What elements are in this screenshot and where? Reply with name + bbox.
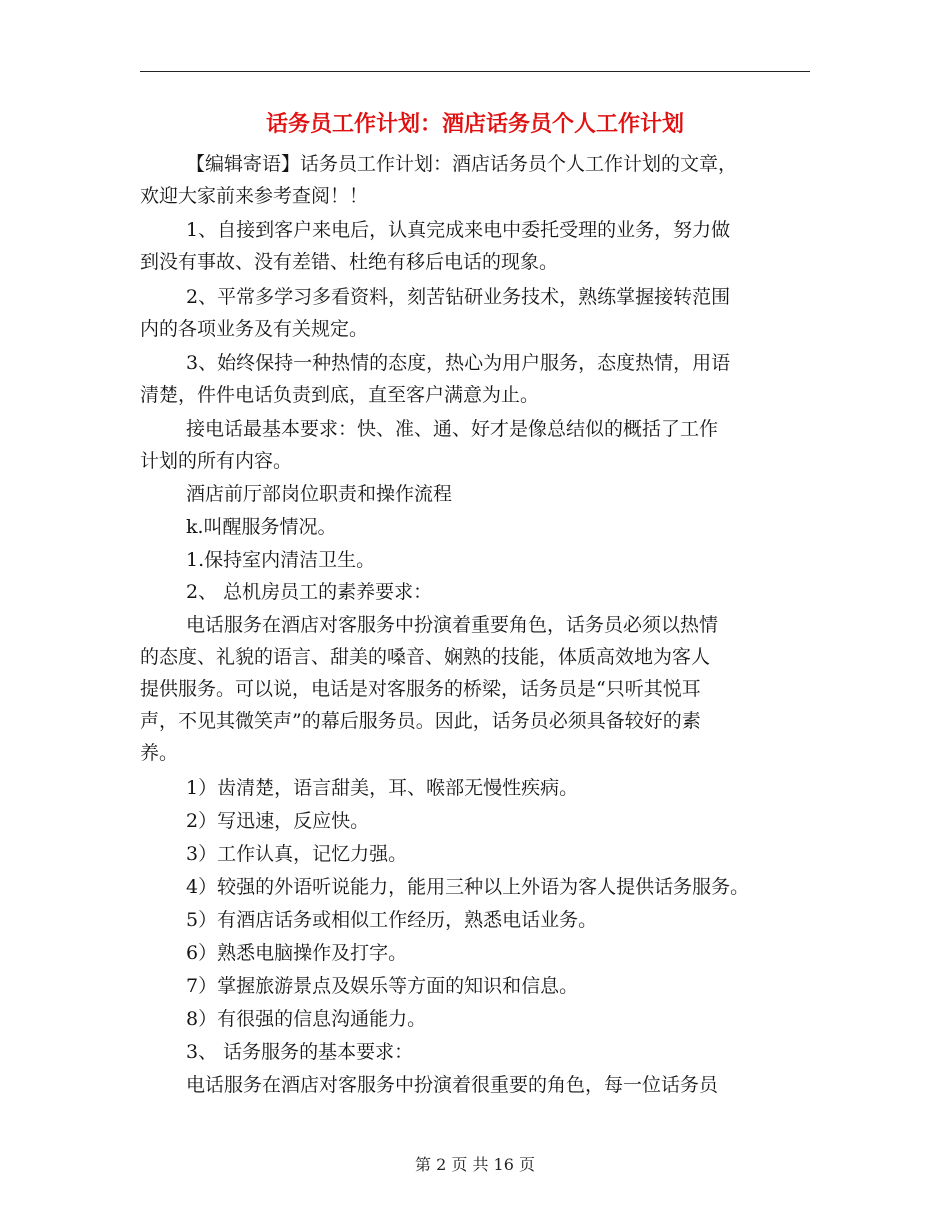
body-line: 6）熟悉电脑操作及打字。 (186, 942, 408, 964)
body-line: 的态度、礼貌的语言、甜美的嗓音、娴熟的技能，体质高效地为客人 (140, 646, 711, 668)
body-line: 清楚，件件电话负责到底，直至客户满意为止。 (140, 384, 540, 406)
body-line: 【编辑寄语】话务员工作计划：酒店话务员个人工作计划的文章， (186, 153, 738, 175)
body-line: 到没有事故、没有差错、杜绝有移后电话的现象。 (140, 251, 559, 273)
body-line: 7）掌握旅游景点及娱乐等方面的知识和信息。 (186, 975, 579, 997)
body-line: 1、自接到客户来电后，认真完成来电中委托受理的业务，努力做 (186, 219, 731, 241)
body-line: 2、平常多学习多看资料，刻苦钻研业务技术，熟练掌握接转范围 (186, 286, 731, 308)
body-line: 2、 总机房员工的素养要求： (186, 581, 433, 603)
body-line: 3、始终保持一种热情的态度，热心为用户服务，态度热情，用语 (186, 352, 731, 374)
body-line: 计划的所有内容。 (140, 450, 293, 472)
body-line: 电话服务在酒店对客服务中扮演着重要角色，话务员必须以热情 (186, 614, 719, 636)
body-line: k.叫醒服务情况。 (186, 516, 337, 538)
body-line: 内的各项业务及有关规定。 (140, 318, 369, 340)
body-line: 8）有很强的信息沟通能力。 (186, 1008, 427, 1030)
body-line: 欢迎大家前来参考查阅！！ (140, 185, 369, 207)
body-line: 接电话最基本要求：快、准、通、好才是像总结似的概括了工作 (186, 418, 719, 440)
body-line: 酒店前厅部岗位职责和操作流程 (186, 483, 453, 505)
body-line: 提供服务。可以说，电话是对客服务的桥梁，话务员是“只听其悦耳 (140, 678, 701, 700)
document-title: 话务员工作计划：酒店话务员个人工作计划 (265, 112, 684, 137)
body-line: 1）齿清楚，语言甜美，耳、喉部无慢性疾病。 (186, 777, 579, 799)
body-line: 1.保持室内清洁卫生。 (186, 549, 376, 571)
body-line: 5）有酒店话务或相似工作经历，熟悉电话业务。 (186, 909, 598, 931)
body-line: 3）工作认真，记忆力强。 (186, 843, 408, 865)
header-rule (140, 71, 810, 72)
body-line: 声，不见其微笑声”的幕后服务员。因此，话务员必须具备较好的素 (140, 710, 701, 732)
page-footer: 第 2 页 共 16 页 (415, 1155, 535, 1174)
body-line: 3、 话务服务的基本要求： (186, 1041, 414, 1063)
body-line: 4）较强的外语听说能力，能用三种以上外语为客人提供话务服务。 (186, 876, 750, 898)
body-line: 养。 (140, 742, 179, 764)
body-line: 电话服务在酒店对客服务中扮演着很重要的角色，每一位话务员 (186, 1074, 719, 1096)
body-line: 2）写迅速，反应快。 (186, 810, 370, 832)
